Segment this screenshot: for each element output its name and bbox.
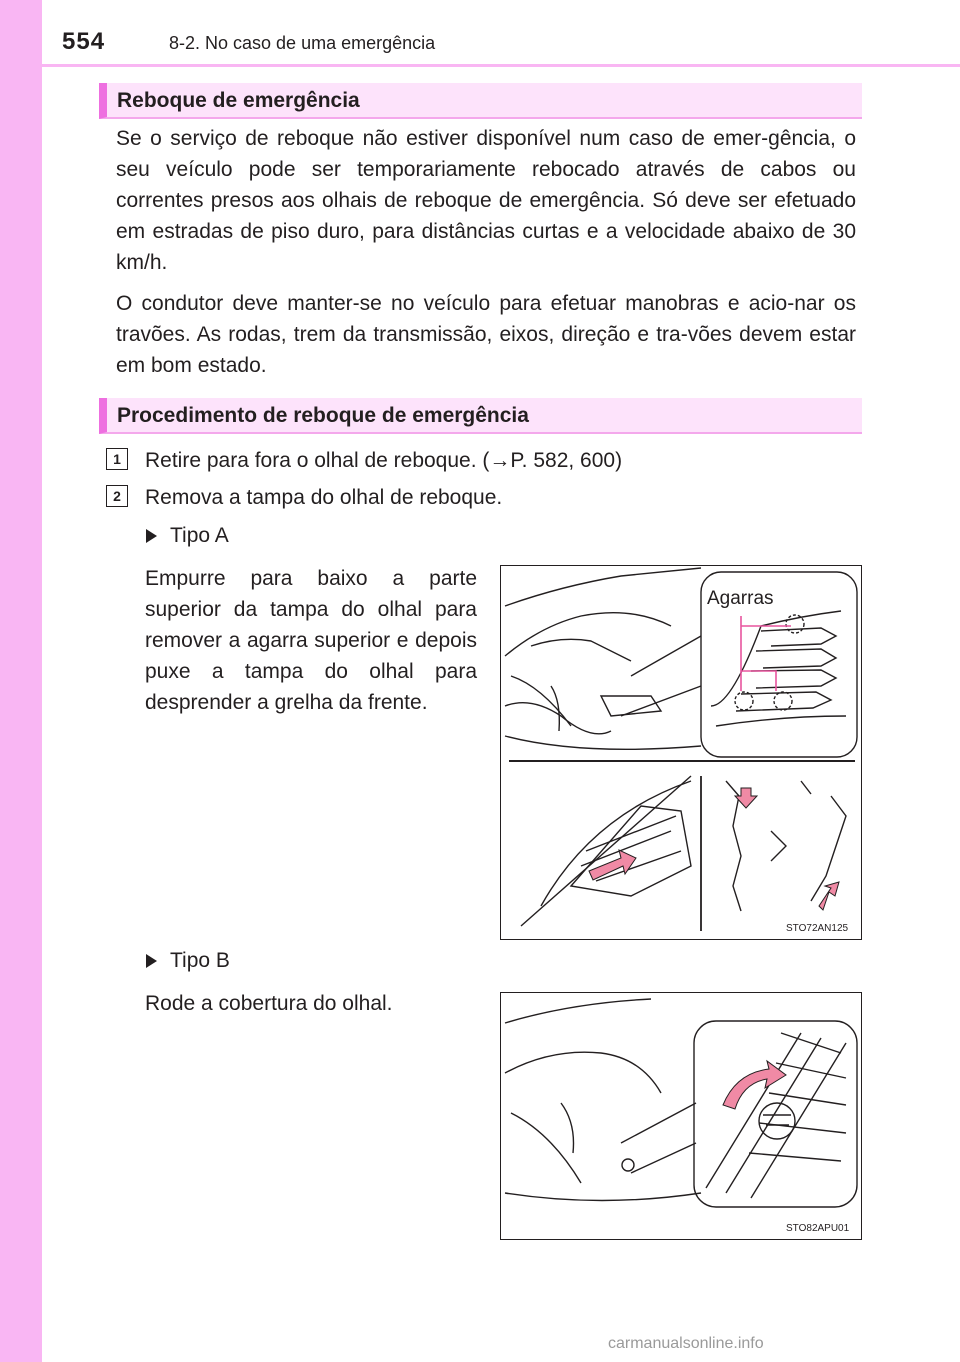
section-heading-procedimento	[99, 398, 862, 434]
section-heading-reboque	[99, 83, 862, 119]
bullet-triangle-icon	[146, 529, 157, 543]
figure-code: STO72AN125	[786, 923, 849, 934]
eyelet-cover-illustration-icon	[501, 993, 861, 1239]
page-number: 554	[62, 28, 106, 55]
section-heading-text: Reboque de emergência	[117, 89, 360, 112]
tipo-a-instructions: Empurre para baixo a parte superior da tampa do olhal para remover a agarra superior e depois puxe a tampa do olhal para desprender a grelha da frente.	[145, 567, 477, 714]
bullet-triangle-icon	[146, 954, 157, 968]
figure-code: STO82APU01	[786, 1223, 850, 1234]
figure-callout-agarras: Agarras	[707, 588, 774, 609]
header-rule	[42, 64, 960, 67]
step-text: Remova a tampa do olhal de reboque.	[145, 486, 503, 509]
paragraph-intro: Se o serviço de reboque não estiver disponível num caso de emer-gência, o seu veículo pode ser temporariamente rebocado através de cabos ou correntes presos aos olhais de reboque de emergência. Só deve ser efetuado em estradas de piso duro, para distâncias curtas e a velocidade abaixo de 30 km/h.	[116, 127, 856, 274]
section-heading-text: Procedimento de reboque de emergência	[117, 404, 529, 427]
paragraph-driver: O condutor deve manter-se no veículo para efetuar manobras e acio-nar os travões. As rodas, trem da transmissão, eixos, direção e tra-vões devem estar em bom estado.	[116, 292, 856, 377]
figure-tipo-a	[500, 565, 862, 940]
grille-illustration-icon	[501, 566, 861, 939]
tipo-b-label: Tipo B	[170, 949, 230, 972]
tipo-a-label: Tipo A	[170, 524, 229, 547]
step-text: Retire para fora o olhal de reboque. (→P. 582, 600)	[145, 449, 623, 472]
running-header: 8-2. No caso de uma emergência	[169, 33, 436, 53]
step-number-badge: 2	[106, 485, 128, 507]
step-number-badge: 1	[106, 448, 128, 470]
tipo-b-instructions: Rode a cobertura do olhal.	[145, 992, 393, 1015]
side-color-band	[0, 0, 42, 1362]
watermark: carmanualsonline.info	[608, 1335, 764, 1352]
figure-tipo-b	[500, 992, 862, 1240]
